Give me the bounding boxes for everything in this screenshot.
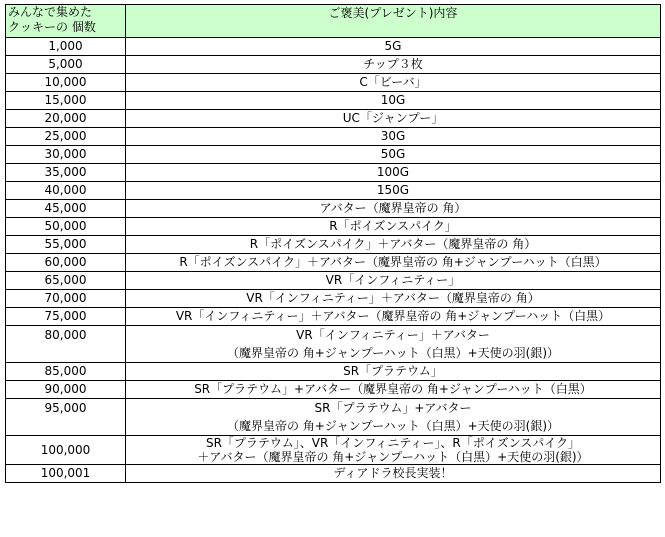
- reward-cell: [126, 272, 661, 290]
- reward-text: （魔界皇帝の 角+ジャンプーハット（白黒）+天使の羽(銀)）: [226, 419, 560, 433]
- cookie-count-cell: 10,000: [6, 74, 126, 92]
- table-row: [6, 92, 661, 110]
- cookie-count-cell: 25,000: [6, 128, 126, 146]
- cookie-count-cell: 65,000: [6, 272, 126, 290]
- reward-text: 5G: [384, 39, 402, 53]
- cookie-count-cell: 95,000: [6, 399, 126, 436]
- cookie-count-cell: 15,000: [6, 92, 126, 110]
- table-row: [6, 272, 661, 290]
- reward-cell: [126, 200, 661, 218]
- reward-cell: [126, 218, 661, 236]
- table-row: [6, 164, 661, 182]
- reward-table: [5, 4, 661, 483]
- table-row: [6, 399, 661, 436]
- reward-cell: [126, 146, 661, 164]
- cookie-count-cell: 70,000: [6, 290, 126, 308]
- reward-text: ディアドラ校長実装！: [333, 466, 453, 480]
- header-cookie-count: [6, 5, 126, 38]
- reward-text: VR「インフィニティー」＋アバター（魔界皇帝の 角+ジャンプーハット（白黒）: [175, 309, 611, 323]
- reward-cell: [126, 326, 661, 363]
- reward-text: チップ３枚: [363, 57, 423, 71]
- reward-text: 50G: [380, 147, 406, 161]
- reward-cell: [126, 363, 661, 381]
- table-row: [6, 74, 661, 92]
- table-row: [6, 465, 661, 483]
- reward-text: R「ポイズンスパイク」＋アバター（魔界皇帝の 角）: [249, 237, 537, 251]
- header-count-line-1: みんなで集めた: [8, 5, 93, 19]
- reward-text: （魔界皇帝の 角+ジャンプーハット（白黒）+天使の羽(銀)）: [226, 346, 560, 360]
- cookie-count-cell: 100,001: [6, 465, 126, 483]
- reward-text: SR「プラテウム」: [343, 364, 443, 378]
- cookie-count-cell: 30,000: [6, 146, 126, 164]
- reward-text: VR「インフィニティー」＋アバター: [296, 328, 490, 342]
- table-row: [6, 363, 661, 381]
- reward-text: SR「プラテウム」+アバター: [314, 401, 472, 415]
- reward-text: 30G: [380, 129, 406, 143]
- table-row: [6, 290, 661, 308]
- table-row: [6, 254, 661, 272]
- reward-cell: [126, 236, 661, 254]
- reward-cell: [126, 465, 661, 483]
- cookie-count-cell: 20,000: [6, 110, 126, 128]
- table-row: [6, 182, 661, 200]
- reward-cell: [126, 164, 661, 182]
- cookie-count-cell: 35,000: [6, 164, 126, 182]
- table-row: [6, 128, 661, 146]
- reward-text: SR「プラテウム」+アバター（魔界皇帝の 角+ジャンプーハット（白黒）: [194, 382, 592, 396]
- cookie-count-cell: 90,000: [6, 381, 126, 399]
- reward-text: 100G: [376, 165, 410, 179]
- cookie-count-cell: 5,000: [6, 56, 126, 74]
- cookie-count-cell: 100,000: [6, 436, 126, 465]
- reward-text: 10G: [380, 93, 406, 107]
- reward-text: SR「プラテウム」、VR「インフィニティー」、R「ポイズンスパイク」: [205, 436, 581, 450]
- reward-text: アバター（魔界皇帝の 角）: [319, 201, 467, 215]
- header-count-line-2: クッキーの 個数: [8, 20, 96, 34]
- cookie-count-cell: 50,000: [6, 218, 126, 236]
- cookie-count-cell: 60,000: [6, 254, 126, 272]
- reward-cell: [126, 110, 661, 128]
- reward-text: VR「インフィニティー」＋アバター（魔界皇帝の 角）: [246, 291, 540, 305]
- cookie-count-cell: 75,000: [6, 308, 126, 326]
- reward-cell: [126, 254, 661, 272]
- table-row: [6, 146, 661, 164]
- cookie-count-cell: 1,000: [6, 38, 126, 56]
- reward-cell: [126, 74, 661, 92]
- reward-cell: [126, 38, 661, 56]
- header-row: [6, 5, 661, 38]
- reward-cell: [126, 436, 661, 465]
- table-row: [6, 236, 661, 254]
- reward-text: C「ビーバ」: [359, 75, 427, 89]
- cookie-count-cell: 85,000: [6, 363, 126, 381]
- reward-cell: [126, 290, 661, 308]
- reward-text: UC「ジャンプー」: [342, 111, 444, 125]
- table-row: [6, 218, 661, 236]
- reward-cell: [126, 399, 661, 436]
- reward-cell: [126, 92, 661, 110]
- reward-cell: [126, 128, 661, 146]
- cookie-count-cell: 40,000: [6, 182, 126, 200]
- cookie-count-cell: 55,000: [6, 236, 126, 254]
- reward-text: 150G: [376, 183, 410, 197]
- reward-cell: [126, 56, 661, 74]
- table-row: [6, 200, 661, 218]
- cookie-count-cell: 45,000: [6, 200, 126, 218]
- header-reward-content: ご褒美(プレゼント)内容: [126, 5, 661, 38]
- table-row: [6, 38, 661, 56]
- table-row: [6, 381, 661, 399]
- reward-text: R「ポイズンスパイク」: [329, 219, 457, 233]
- table-row: [6, 56, 661, 74]
- reward-cell: [126, 308, 661, 326]
- table-row: [6, 110, 661, 128]
- cookie-count-cell: 80,000: [6, 326, 126, 363]
- table-row: [6, 436, 661, 465]
- table-row: [6, 326, 661, 363]
- reward-text: VR「インフィニティー」: [325, 273, 461, 287]
- reward-text: R「ポイズンスパイク」＋アバター（魔界皇帝の 角+ジャンプーハット（白黒）: [179, 255, 607, 269]
- table-row: [6, 308, 661, 326]
- reward-cell: [126, 182, 661, 200]
- reward-cell: [126, 381, 661, 399]
- reward-text: ＋アバター（魔界皇帝の 角+ジャンプーハット（白黒）+天使の羽(銀)）: [197, 450, 589, 464]
